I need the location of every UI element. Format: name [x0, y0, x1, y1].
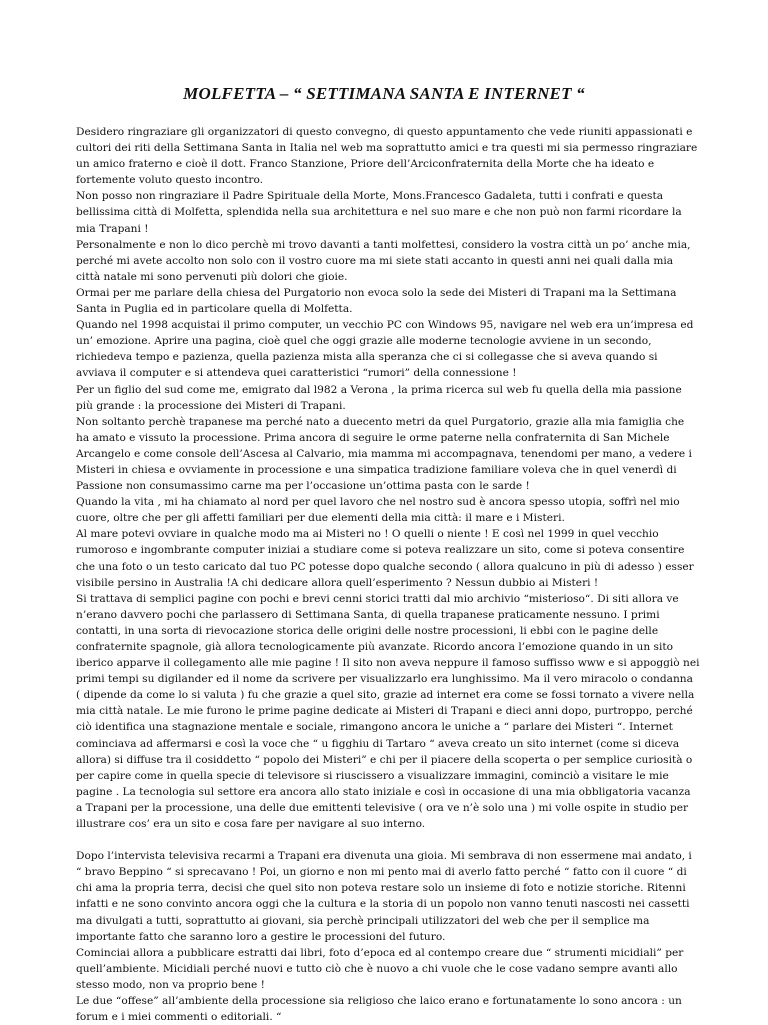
paragraph: Quando la vita , mi ha chiamato al nord per quel lavoro che nel nostro sud è ancora spesso utopia, soffrì nel mio cuore, oltre che per gli affetti familiari per due elementi della mia città: il mare e i Misteri.	[76, 496, 680, 525]
paragraph: Non posso non ringraziare il Padre Spirituale della Morte, Mons.Francesco Gadaleta, tutti i confrati e questa bellissima città di Molfetta, splendida nella sua architettura e nel suo mare e che non può non farmi ricordare la mia Trapani !	[76, 190, 682, 235]
paragraph: Non soltanto perchè trapanese ma perché nato a duecento metri da quel Purgatorio, grazie alla mia famiglia che ha amato e vissuto la processione. Prima ancora di seguire le orme paterne nella confraternita di San Michele Arcangelo e come console dell’Ascesa al Calvario, mia mamma mi accompagnava, tenendomi per mano, a vedere i Misteri in chiesa e ovviamente in processione e una simpatica tradizione familiare voleva che in quel venerdì di Passione non consumassimo carne ma per l’occasione un’ottima pasta con le sarde !	[76, 415, 692, 493]
paragraph: Al mare potevi ovviare in qualche modo ma ai Misteri no ! O quelli o niente ! E così nel 1999 in quel vecchio rumoroso e ingombrante computer iniziai a studiare come si poteva realizzare un sito, come si poteva consentire che una foto o un testo caricato dal tuo PC potesse dopo qualche secondo ( allora qualcuno in più di adesso ) esser visibile persino in Australia !A chi dedicare allora quell’esperimento ? Nessun dubbio ai Misteri !	[76, 528, 694, 589]
paragraph: Desidero ringraziare gli organizzatori di questo convegno, di questo appuntamento che vede riuniti appassionati e cultori dei riti della Settimana Santa in Italia nel web ma soprattutto amici e tra questi mi sia permesso ringraziare un amico fraterno e cioè il dott. Franco Stanzione, Priore dell’Arciconfraternita della Morte che ha ideato e fortemente voluto questo incontro.	[76, 126, 698, 187]
paragraph: Le due “offese” all’ambiente della processione sia religioso che laico erano e fortunatamente lo sono ancora : un forum e i miei commenti o editoriali. “	[76, 994, 682, 1024]
paragraph: Cominciai allora a pubblicare estratti dai libri, foto d’epoca ed al contempo creare due “ strumenti micidiali” per quell’ambiente. Micidiali perché nuovi e tutto ciò che è nuovo a chi vuole che le cose vadano sempre avanti allo stesso modo, non va proprio bene !	[76, 946, 684, 991]
paragraph: Per un figlio del sud come me, emigrato dal l982 a Verona , la prima ricerca sul web fu quella della mia passione più grande : la processione dei Misteri di Trapani.	[76, 383, 682, 412]
document-body	[76, 124, 700, 1025]
page-title: MOLFETTA – “ SETTIMANA SANTA E INTERNET “	[183, 84, 585, 103]
paragraph: Si trattava di semplici pagine con pochi e brevi cenni storici tratti dal mio archivio “misterioso“. Di siti allora ve n’erano davvero pochi che parlassero di Settimana Santa, di quella trapanese praticamente nessuno. I primi contatti, in una sorta di rievocazione storica delle origini delle nostre processioni, li ebbi con le pagine delle confraternite spagnole, già allora tecnologicamente più avanzate. Ricordo ancora l’emozione quando in un sito iberico apparve il collegamento alle mie pagine ! Il sito non aveva neppure il famoso suffisso www e si appoggiò nei primi tempi su digilander ed il nome da scrivere per visualizzarlo era lunghissimo. Ma il vero miracolo o condanna ( dipende da come lo si valuta ) fu che grazie a quel sito, grazie ad internet era come se fossi tornato a vivere nella mia città natale. Le mie furono le prime pagine dedicate ai Misteri di Trapani e dieci anni dopo, purtroppo, perché ciò identifica una stagnazione mentale e sociale, rimangono ancora le uniche a “ parlare dei Misteri “. Internet cominciava ad affermarsi e così la voce che “ u figghiu di Tartaro “ aveva creato un sito internet (come si diceva allora) si diffuse tra il cosiddetto “ popolo dei Misteri” e chi per il piacere della scoperta o per semplice curiosità o per capire come in quella specie di televisore si riuscissero a visualizzare immagini, cominciò a visitare le mie pagine . La tecnologia sul settore era ancora allo stato iniziale e così in occasione di una mia obbligatoria vacanza a Trapani per la processione, una delle due emittenti televisive ( ora ve n’è solo una ) mi volle ospite in studio per illustrare cos’ era un sito e cosa fare per navigare al suo interno.	[76, 592, 700, 831]
paragraph: Quando nel 1998 acquistai il primo computer, un vecchio PC con Windows 95, navigare nel web era un’impresa ed un’ emozione. Aprire una pagina, cioè quel che oggi grazie alle moderne tecnologie avviene in un secondo, richiedeva tempo e pazienza, quella pazienza mista alla speranza che ci si collegasse che si aveva quando si avviava il computer e si attendeva quei caratteristici “rumori” della connessione !	[76, 319, 694, 380]
paragraph: Personalmente e non lo dico perchè mi trovo davanti a tanti molfettesi, considero la vostra città un po’ anche mia, perché mi avete accolto non solo con il vostro cuore ma mi siete stati accanto in questi anni nei quali dalla mia città natale mi sono pervenuti più dolori che gioie.	[76, 238, 691, 283]
paragraph: Ormai per me parlare della chiesa del Purgatorio non evoca solo la sede dei Misteri di Trapani ma la Settimana Santa in Puglia ed in particolare quella di Molfetta.	[76, 286, 677, 316]
paragraph-spacer	[76, 832, 700, 848]
paragraph: Dopo l’intervista televisiva recarmi a Trapani era divenuta una gioia. Mi sembrava di non essermene mai andato, i “ bravo Beppino “ si sprecavano ! Poi, un giorno e non mi pento mai di averlo fatto perché “ fatto con il cuore “ di chi ama la propria terra, decisi che quel sito non poteva restare solo un insieme di foto e notizie storiche. Ritenni infatti e ne sono convinto ancora oggi che la cultura e la storia di un popolo non vanno tenuti nascosti nei cassetti ma divulgati a tutti, soprattutto ai giovani, sia perchè principali utilizzatori del web che per il semplice ma importante fatto che saranno loro a gestire le processioni del futuro.	[76, 850, 692, 943]
